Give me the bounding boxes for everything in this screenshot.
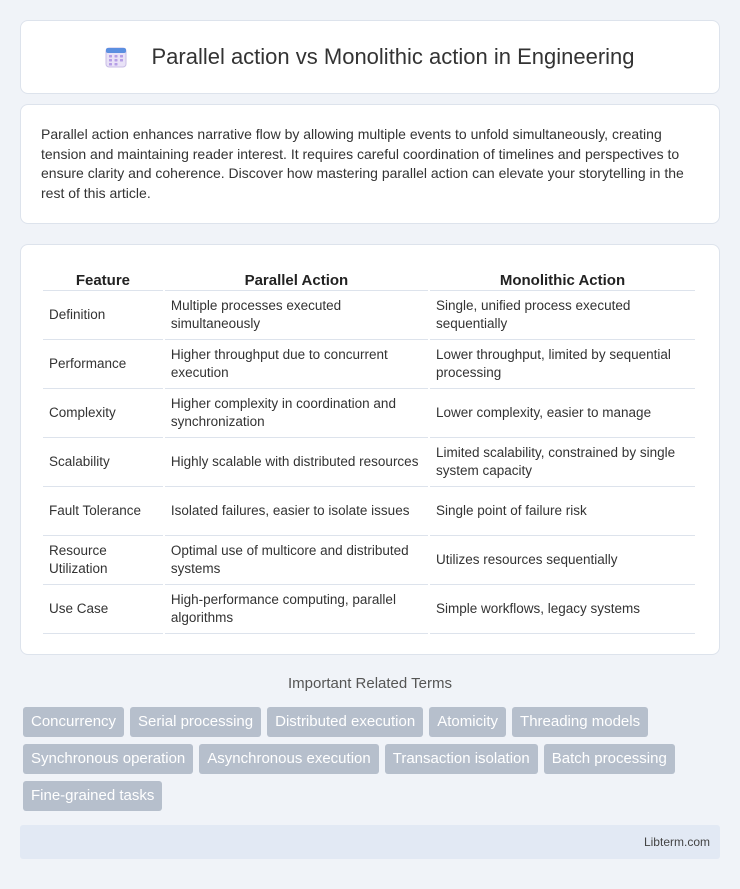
column-header-monolithic: Monolithic Action [430, 265, 695, 291]
row-monolithic: Single, unified process executed sequentially [430, 291, 695, 340]
tag-threading-models[interactable]: Threading models [512, 707, 648, 737]
row-parallel: Higher throughput due to concurrent execution [165, 340, 428, 389]
table-row [43, 389, 695, 438]
comparison-table [41, 265, 697, 634]
row-monolithic: Limited scalability, constrained by single system capacity [430, 438, 695, 487]
column-header-parallel: Parallel Action [165, 265, 428, 291]
table-header-row [43, 265, 695, 291]
tag-batch-processing[interactable]: Batch processing [544, 744, 675, 774]
tag-atomicity[interactable]: Atomicity [429, 707, 506, 737]
table-row [43, 585, 695, 634]
tag-synchronous-operation[interactable]: Synchronous operation [23, 744, 193, 774]
title-card [20, 20, 720, 94]
comparison-card [20, 244, 720, 655]
row-monolithic: Simple workflows, legacy systems [430, 585, 695, 634]
row-parallel: Higher complexity in coordination and synchronization [165, 389, 428, 438]
table-row [43, 291, 695, 340]
footer [20, 825, 720, 859]
row-parallel: Highly scalable with distributed resources [165, 438, 428, 487]
row-monolithic: Utilizes resources sequentially [430, 536, 695, 585]
row-feature: Scalability [43, 438, 163, 487]
related-terms-title: Important Related Terms [288, 675, 452, 692]
tag-transaction-isolation[interactable]: Transaction isolation [385, 744, 538, 774]
row-monolithic: Lower complexity, easier to manage [430, 389, 695, 438]
table-row [43, 438, 695, 487]
tag-asynchronous-execution[interactable]: Asynchronous execution [199, 744, 378, 774]
row-parallel: Multiple processes executed simultaneously [165, 291, 428, 340]
tag-distributed-execution[interactable]: Distributed execution [267, 707, 423, 737]
row-monolithic: Lower throughput, limited by sequential processing [430, 340, 695, 389]
table-row [43, 340, 695, 389]
row-feature: Use Case [43, 585, 163, 634]
related-terms-list [23, 707, 723, 811]
row-feature: Complexity [43, 389, 163, 438]
row-feature: Resource Utilization [43, 536, 163, 585]
column-header-feature: Feature [43, 265, 163, 291]
intro-card [20, 104, 720, 224]
page-title: Parallel action vs Monolithic action in Engineering [151, 44, 635, 69]
row-feature: Definition [43, 291, 163, 340]
row-parallel: High-performance computing, parallel algorithms [165, 585, 428, 634]
row-parallel: Isolated failures, easier to isolate issues [165, 487, 428, 536]
calendar-icon [105, 46, 127, 68]
tag-fine-grained-tasks[interactable]: Fine-grained tasks [23, 781, 162, 811]
table-row [43, 536, 695, 585]
row-monolithic: Single point of failure risk [430, 487, 695, 536]
table-row [43, 487, 695, 536]
footer-site-link[interactable]: Libterm.com [643, 835, 710, 849]
row-feature: Performance [43, 340, 163, 389]
row-feature: Fault Tolerance [43, 487, 163, 536]
tag-concurrency[interactable]: Concurrency [23, 707, 124, 737]
tag-serial-processing[interactable]: Serial processing [130, 707, 261, 737]
intro-text: Parallel action enhances narrative flow by allowing multiple events to unfold simultaneously, creating tension and maintaining reader interest. It requires careful coordination of timelines and perspectives to ensure clarity and coherence. Discover how mastering parallel action can elevate your storytelling in the rest of this article. [41, 126, 684, 201]
row-parallel: Optimal use of multicore and distributed systems [165, 536, 428, 585]
